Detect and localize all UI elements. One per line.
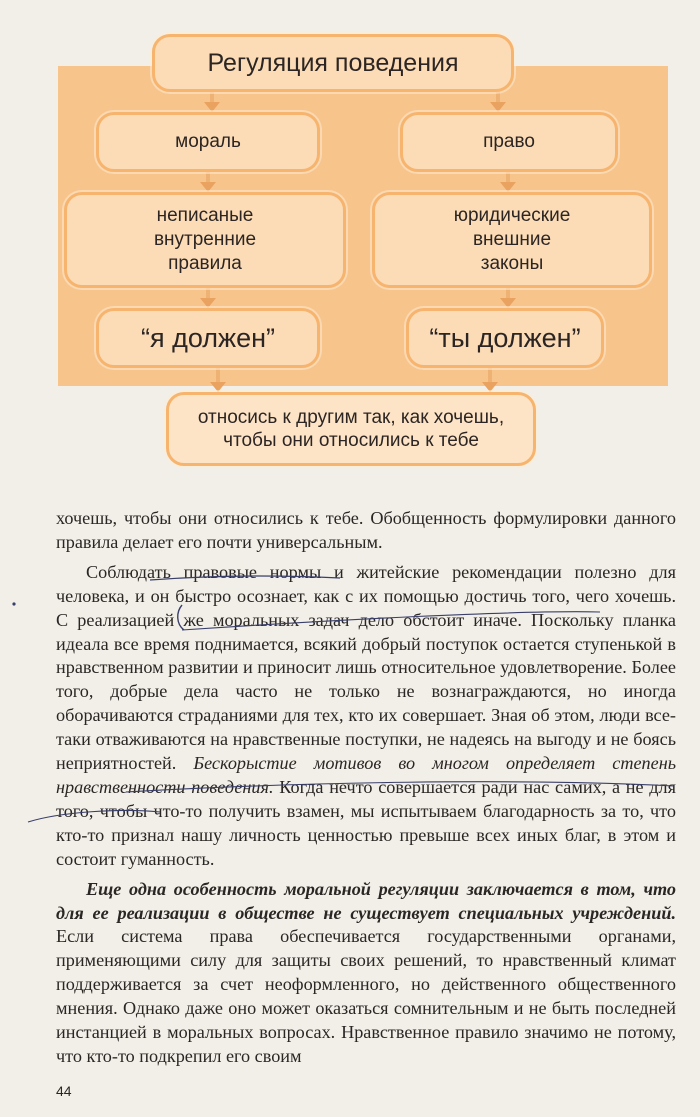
box-law: [400, 112, 618, 172]
box-unwritten-rules: [64, 192, 346, 288]
text-run: Соблюдать правовые нормы и житейские рекомендации полезно для человека, и он быстро осознает, как с их помощью достичь того, чего хочешь. С реализацией же моральных задач дело обстоит иначе. Поскольку планка идеала все время поднимается, всякий добрый поступок остается ступенькой в нравственном развитии и приносит лишь относительное удовлетворение. Более того, добрые дела часто не только не вознаграждаются, но иногда оборачиваются страданиями для тех, кто их совершает. Зная об этом, люди все-таки отваживаются на нравственные поступки, не надеясь на выгоду и не боясь неприятностей.: [56, 561, 676, 774]
box-line: внутренние: [153, 229, 257, 250]
arrow-down-icon: [204, 102, 220, 112]
diagram-title-text: Регуляция поведения: [207, 48, 459, 77]
italic-run: Бескорыстие мотивов во многом определяет степень нравственности поведения.: [56, 753, 677, 797]
box-i-must: [96, 308, 320, 368]
box-golden-rule: [166, 392, 536, 466]
box-law-label: право: [483, 131, 535, 152]
paragraph: [56, 878, 676, 1069]
arrow-down-icon: [500, 182, 516, 192]
box-morality: [96, 112, 320, 172]
box-line: юридические: [453, 205, 571, 226]
arrow-down-icon: [482, 382, 498, 392]
paragraph: [56, 561, 676, 872]
arrow-down-icon: [490, 102, 506, 112]
box-line: относись к другим так, как хочешь,: [197, 407, 505, 428]
box-morality-label: мораль: [175, 131, 241, 152]
box-line: неписаные: [156, 205, 254, 226]
paragraph: хочешь, чтобы они относились к тебе. Обобщенность формулировки данного правила делает его почти универсальным.: [56, 508, 676, 552]
bold-italic-run: Еще одна особенность моральной регуляции заключается в том, что для ее реализации в обществе не существует специальных учреждений.: [56, 878, 676, 923]
arrow-down-icon: [210, 382, 226, 392]
text-run: Когда нечто совершается ради нас самих, а не для того, чтобы что-то получить взамен, мы испытываем благодарность за то, что кто-то признал нашу личность ценностью превыше всех иных благ, в этом и состоит гуманность.: [56, 776, 677, 869]
arrow-down-icon: [200, 298, 216, 308]
text-run: Если система права обеспечивается государственными органами, применяющими силу для защиты своих решений, то нравственный климат поддерживается за счет неоформленного, но действенного общественного мнения. Однако даже оно может оказаться сомнительным и не быть последней инстанцией в моральных вопросах. Нравственное правило значимо не потому, что кто-то подкрепил его своим: [56, 926, 676, 1066]
arrow-down-icon: [500, 298, 516, 308]
box-you-must: [406, 308, 604, 368]
box-line: законы: [480, 253, 544, 274]
arrow-down-icon: [200, 182, 216, 192]
box-i-must-label: “я должен”: [140, 322, 276, 353]
box-line: правила: [168, 253, 242, 274]
box-legal-laws: [372, 192, 652, 288]
body-text: [56, 507, 676, 1069]
page-number: 44: [56, 1083, 72, 1099]
box-you-must-label: “ты должен”: [429, 322, 581, 353]
box-line: чтобы они относились к тебе: [223, 430, 479, 451]
pen-dot: [12, 602, 15, 605]
diagram-title: [152, 34, 514, 92]
box-line: внешние: [472, 229, 552, 250]
